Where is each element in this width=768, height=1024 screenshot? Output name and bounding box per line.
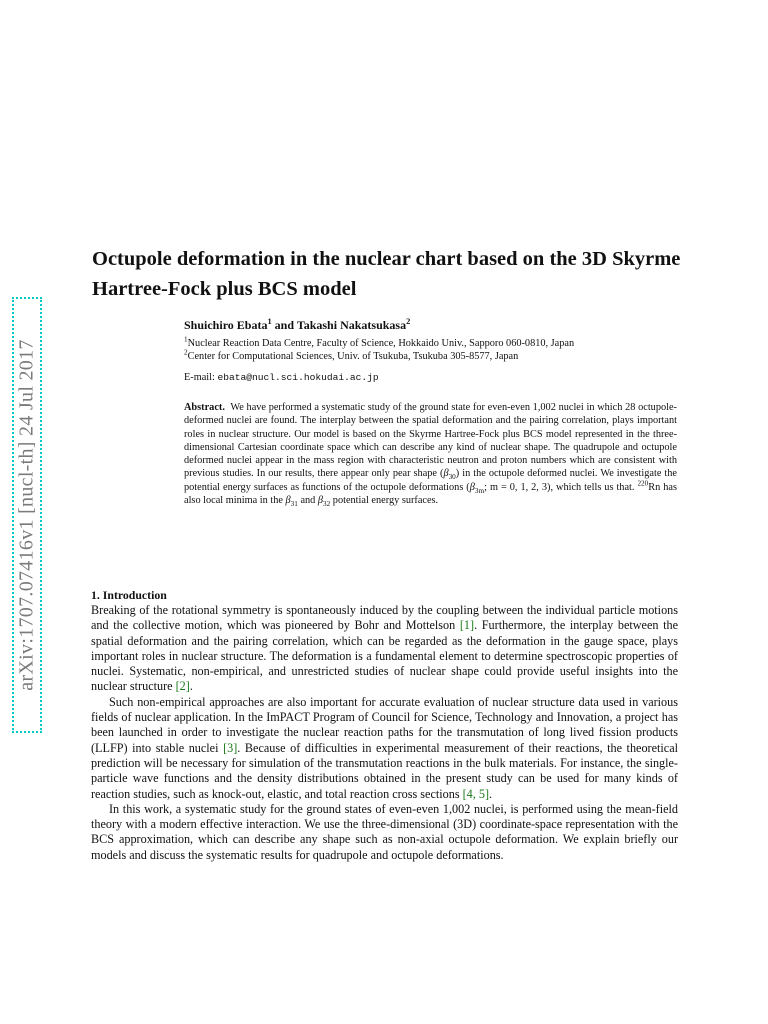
abstract: Abstract. We have performed a systematic study of the ground state for even-even 1,002 nuclei in which 28 octupole-deformed nuclei are found. The interplay between the spatial deformation and the pairing correlation, plays important roles in nuclear structure. Our model is based on the Skyrme Hartree-Fock plus BCS model represented in the three-dimensional Cartesian coordinate space which can describe any kind of nuclear shape. The quadrupole and octupole deformed nuclei appear in the mass region with characteristic neutron and proton numbers which are consistent with previous studies. In our results, there appear only pear shape $(\beta_{30})$ in the octupole deformed nuclei. We investigate the potential energy surfaces as functions of the octupole deformations ($\beta_{3m}$; m = 0, 1, 2, 3), which tells us that. $^{220}$Rn has also local minima in the $\beta_{31}$ and $\beta_{32}$ potential energy surfaces. xyxy=(184,402,677,509)
arxiv-identifier: arXiv:1707.07416v1 [nucl-th] 24 Jul 2017 xyxy=(15,339,38,691)
section-heading: 1. Introduction xyxy=(91,588,167,602)
paragraph: Breaking of the rotational symmetry is spontaneously induced by the coupling between the individual particle motions and the collective motion, which was pioneered by Bohr and Mottelson [1]. Furthermore, the interplay between the spatial deformation and the pairing correlation, which can be regarded as the deformation in the gauge space, plays important roles in nuclear structure. The deformation is a fundamental element to determine spectroscopic properties of nuclei. Systematic, non-empirical, and unrestricted studies of nuclear shape could provide useful insights into the nuclear structure [2]. xyxy=(91,603,678,694)
citation-link[interactable]: [3] xyxy=(223,740,238,755)
citation-link[interactable]: [4, 5] xyxy=(462,786,490,801)
citation-link[interactable]: [2] xyxy=(175,679,190,694)
affiliation-1: $^1$Nuclear Reaction Data Centre, Faculty of Science, Hokkaido Univ., Sapporo 060-0810, Japan xyxy=(184,335,575,349)
author-list: Shuichiro Ebata$^1$ and Takashi Nakatsukasa$^2$ xyxy=(184,317,411,332)
introduction-body xyxy=(91,603,678,863)
author-name: Shuichiro Ebata xyxy=(184,318,268,332)
paper-title: Octupole deformation in the nuclear chart based on the 3D Skyrme Hartree-Fock plus BCS model xyxy=(92,248,681,300)
citation-link[interactable]: [1] xyxy=(459,618,475,633)
arxiv-identifier-stamp xyxy=(12,297,42,733)
author-name: Takashi Nakatsukasa xyxy=(296,318,407,332)
abstract-label: Abstract. xyxy=(184,402,225,413)
affiliation-2: $^2$Center for Computational Sciences, Univ. of Tsukuba, Tsukuba 305-8577, Japan xyxy=(184,348,519,362)
paragraph: In this work, a systematic study for the ground states of even-even 1,002 nuclei, is performed using the mean-field theory with a modern effective interaction. We use the three-dimensional (3D) coordinate-space representation with the BCS approximation, which can describe any shape such as non-axial octupole deformation. We explain briefly our models and discuss the systematic results for quadrupole and octupole deformations. xyxy=(91,801,678,862)
paragraph: Such non-empirical approaches are also important for accurate evaluation of nuclear structure data used in various fields of nuclear application. In the ImPACT Program of Council for Science, Technology and Innovation, a project has been launched in order to investigate the nuclear reaction paths for the transmutation of long lived fission products (LLFP) into stable nuclei [3]. Because of difficulties in experimental measurement of their reactions, the theoretical prediction will be necessary for simulation of the transmutation reactions in the bulk materials. For instance, the single-particle wave functions and the density distributions obtained in the present study can be used for many kinds of reaction studies, such as knock-out, elastic, and total reaction cross sections [4, 5]. xyxy=(91,694,678,801)
email-address[interactable]: ebata@nucl.sci.hokudai.ac.jp xyxy=(217,372,379,383)
contact-email: E-mail: ebata@nucl.sci.hokudai.ac.jp xyxy=(184,372,379,383)
